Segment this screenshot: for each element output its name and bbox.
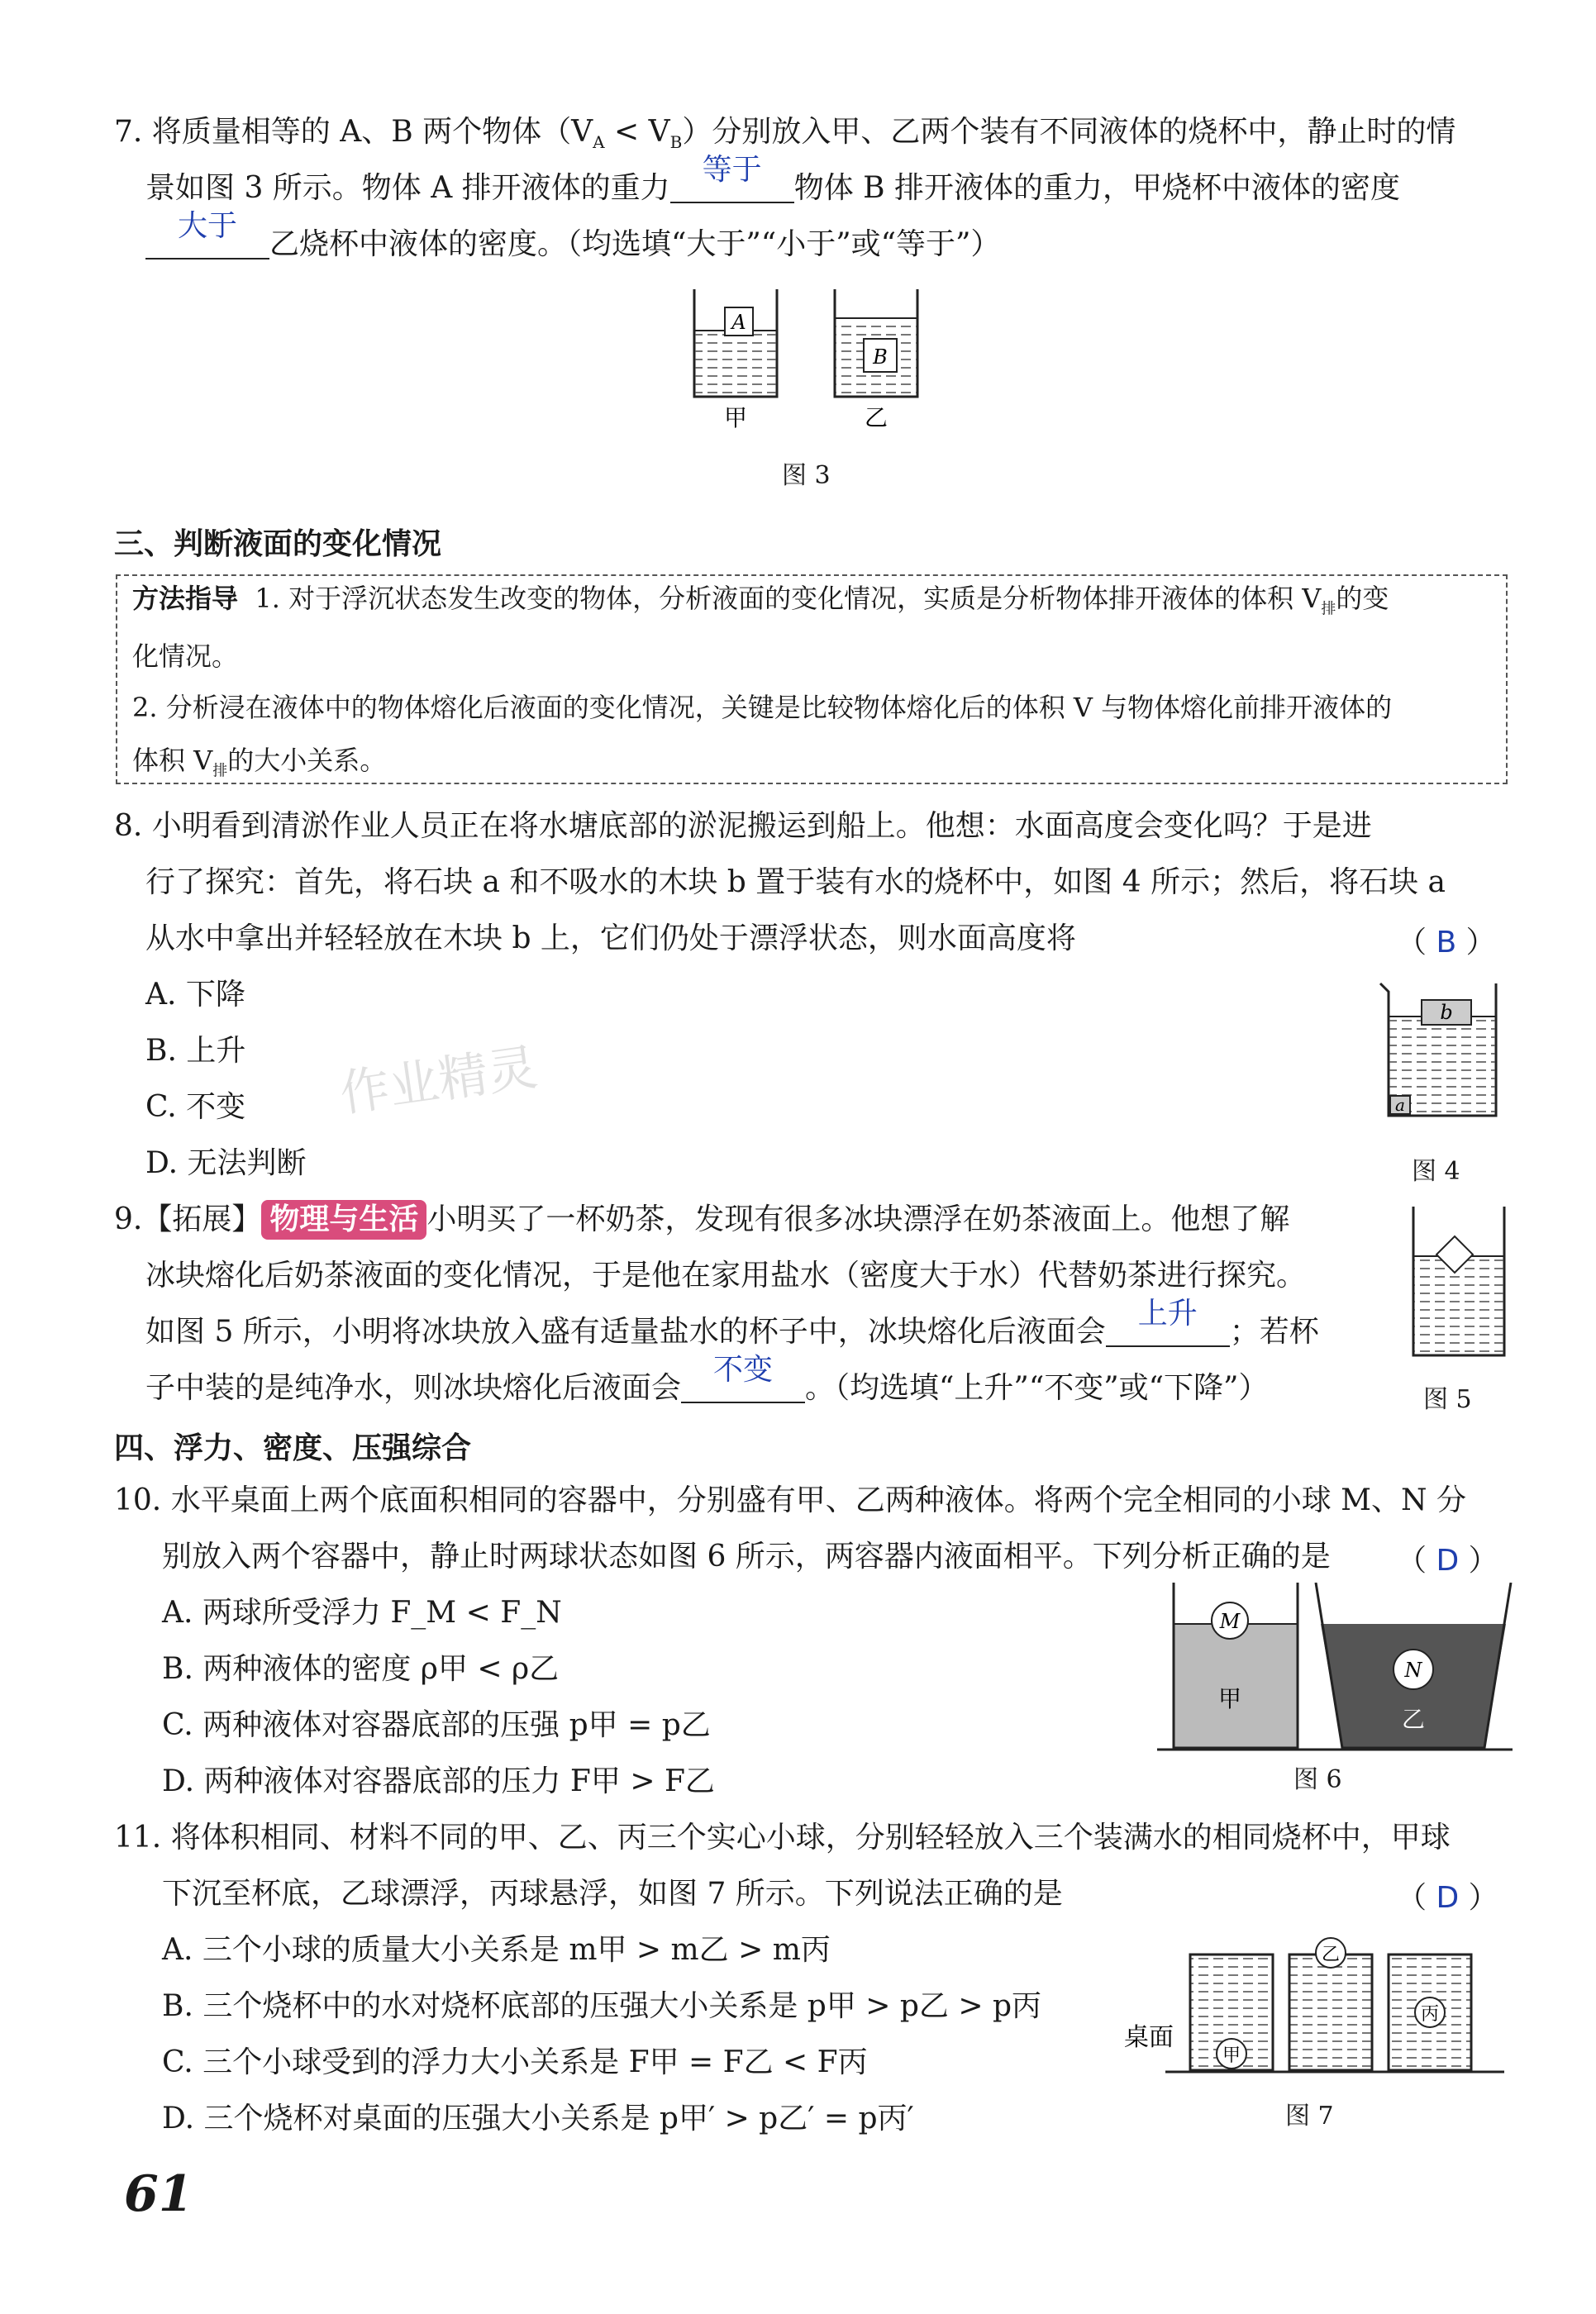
fig6-m: M — [1219, 1610, 1241, 1633]
figure-4 — [1372, 975, 1504, 1140]
fig3-label-b: B — [873, 345, 888, 369]
method-p2b: 体积 $V_排$的大小关系。 — [132, 745, 387, 780]
section-3-title: 三、判断液面的变化情况 — [114, 527, 442, 561]
q8-option-c[interactable]: C. 不变 — [145, 1090, 246, 1124]
figure-6 — [1149, 1583, 1513, 1773]
fig6-n: N — [1404, 1659, 1422, 1682]
fig3-yi: 乙 — [864, 404, 889, 431]
q11-option-d[interactable]: D. 三个烧杯对桌面的压强大小关系是 p甲′ > p乙′ = p丙′ — [162, 2102, 914, 2135]
q11-line1: 11. 将体积相同、材料不同的甲、乙、丙三个实心小球，分别轻轻放入三个装满水的相同烧杯中，甲球 — [114, 1821, 1451, 1855]
q8-line1: 8. 小明看到清淤作业人员正在将水塘底部的淤泥搬运到船上。他想：水面高度会变化吗？于是进 — [114, 809, 1372, 843]
figure-5 — [1405, 1198, 1513, 1364]
fig6-caption: 图 6 — [1293, 1765, 1342, 1794]
method-p1: 方法指导 1. 对于浮沉状态发生改变的物体，分析液面的变化情况，实质是分析物体排开液体的体积 $V_排$的变 — [132, 583, 1389, 618]
q11-option-c[interactable]: C. 三个小球受到的浮力大小关系是 F甲 = F乙 < F丙 — [162, 2045, 868, 2079]
topic-tag: 物理与生活 — [261, 1200, 426, 1240]
fig3-caption: 图 3 — [782, 461, 831, 490]
fig7-ball-yi: 乙 — [1321, 1945, 1341, 1965]
fig3-label-a: A — [731, 311, 746, 334]
q10-option-a[interactable]: A. 两球所受浮力 F_M < F_N — [162, 1596, 562, 1630]
figure-3 — [678, 273, 959, 438]
fig6-yi: 乙 — [1401, 1706, 1426, 1733]
q9-line1: 9.【拓展】 物理与生活 小明买了一杯奶茶，发现有很多冰块漂浮在奶茶液面上。他想了解 — [114, 1200, 1289, 1240]
q9-line3: 如图 5 所示，小明将冰块放入盛有适量盐水的杯子中，冰块熔化后液面会上升；若杯 — [145, 1297, 1319, 1349]
q8-line2: 行了探究：首先，将石块 a 和不吸水的木块 b 置于装有水的烧杯中，如图 4 所示；然后，将石块 a — [145, 865, 1446, 899]
fig7-caption: 图 7 — [1285, 2102, 1334, 2131]
section-4-title: 四、浮力、密度、压强综合 — [114, 1431, 472, 1465]
q9-blank-2[interactable]: 不变 — [681, 1369, 805, 1403]
fig4-b: b — [1440, 1001, 1453, 1024]
fig3-jia: 甲 — [723, 404, 748, 431]
fig4-a: a — [1395, 1095, 1405, 1115]
q9-line2: 冰块熔化后奶茶液面的变化情况，于是他在家用盐水（密度大于水）代替奶茶进行探究。 — [145, 1259, 1307, 1293]
q8-line3: 从水中拿出并轻轻放在木块 b 上，它们仍处于漂浮状态，则水面高度将 — [145, 921, 1076, 955]
q7-blank-1[interactable]: 等于 — [670, 169, 794, 203]
q8-option-b[interactable]: B. 上升 — [145, 1034, 246, 1068]
q7-blank-2[interactable]: 大于 — [145, 225, 269, 259]
method-p2: 2. 分析浸在液体中的物体熔化后液面的变化情况，关键是比较物体熔化后的体积 V 与物体熔化前排开液体的 — [132, 692, 1393, 723]
fig6-jia: 甲 — [1217, 1685, 1242, 1712]
fig7-ball-bing: 丙 — [1420, 2004, 1440, 2025]
fig5-caption: 图 5 — [1423, 1385, 1472, 1414]
q11-line2: 下沉至杯底，乙球漂浮，丙球悬浮，如图 7 所示。下列说法正确的是 — [162, 1877, 1063, 1911]
fig7-ball-jia: 甲 — [1222, 2045, 1241, 2066]
q8-option-a[interactable]: A. 下降 — [145, 978, 245, 1012]
q7-line3: 大于乙烧杯中液体的密度。（均选填“大于”“小于”或“等于”） — [145, 225, 1000, 264]
fig7-table-label: 桌面 — [1124, 2023, 1174, 2052]
figure-7 — [1124, 1930, 1521, 2095]
page-number: 61 — [124, 2165, 193, 2223]
q10-answer-paren[interactable]: （ D ） — [1397, 1544, 1498, 1578]
q10-option-b[interactable]: B. 两种液体的密度 ρ甲 < ρ乙 — [162, 1652, 560, 1686]
q11-option-a[interactable]: A. 三个小球的质量大小关系是 m甲 > m乙 > m丙 — [162, 1933, 831, 1967]
q8-option-d[interactable]: D. 无法判断 — [145, 1146, 307, 1180]
q10-option-c[interactable]: C. 两种液体对容器底部的压强 p甲 = p乙 — [162, 1708, 711, 1742]
q10-option-d[interactable]: D. 两种液体对容器底部的压力 F甲 > F乙 — [162, 1764, 715, 1798]
fig4-caption: 图 4 — [1412, 1157, 1460, 1186]
q11-option-b[interactable]: B. 三个烧杯中的水对烧杯底部的压强大小关系是 p甲 > p乙 > p丙 — [162, 1989, 1042, 2023]
q7-line1: 7. 将质量相等的 A、B 两个物体$(V_A < V_B)$分别放入甲、乙两个装有不同液体的烧杯中，静止时的情 — [114, 115, 1456, 153]
q10-line1: 10. 水平桌面上两个底面积相同的容器中，分别盛有甲、乙两种液体。将两个完全相同的小球 M、N 分 — [114, 1483, 1466, 1517]
q8-answer-paren[interactable]: （ B ） — [1397, 926, 1496, 959]
q9-blank-1[interactable]: 上升 — [1106, 1312, 1230, 1347]
q7-line2: 景如图 3 所示。物体 A 排开液体的重力等于物体 B 排开液体的重力，甲烧杯中液体的密度 — [145, 153, 1401, 205]
q9-line4: 子中装的是纯净水，则冰块熔化后液面会不变。（均选填“上升”“不变”或“下降”） — [145, 1353, 1269, 1405]
q11-answer-paren[interactable]: （ D ） — [1397, 1881, 1498, 1915]
watermark: 作业精灵 — [336, 1038, 541, 1124]
q10-line2: 别放入两个容器中，静止时两球状态如图 6 所示，两容器内液面相平。下列分析正确的是 — [162, 1540, 1331, 1574]
method-p1b: 化情况。 — [132, 640, 239, 672]
